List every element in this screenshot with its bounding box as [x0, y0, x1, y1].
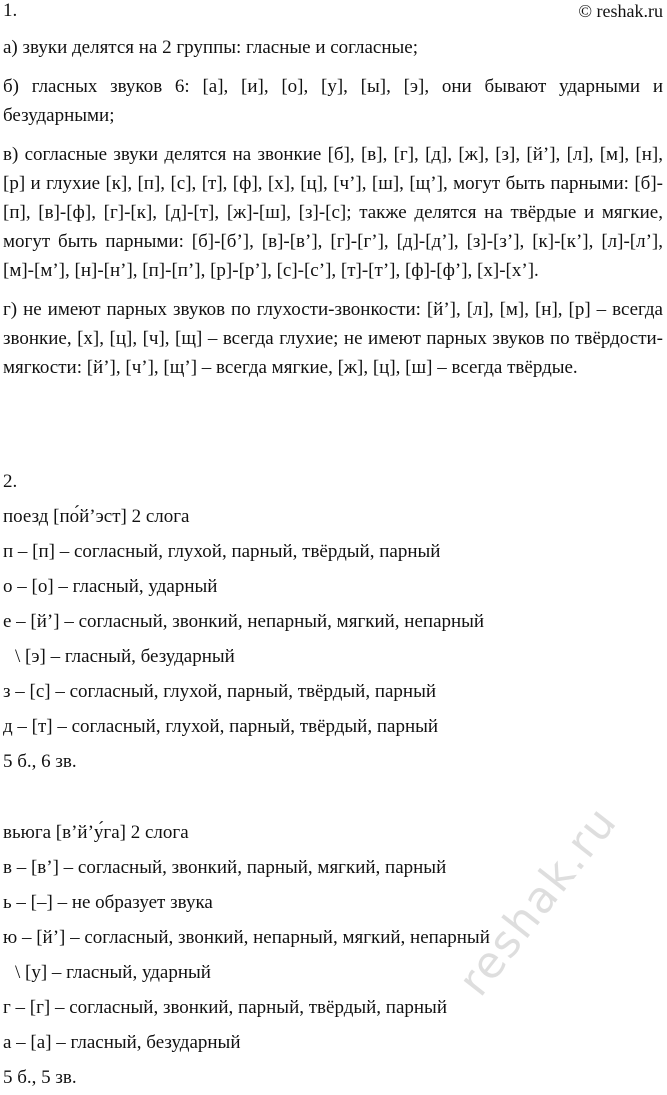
- analysis-line: \ [э] – гласный, безударный: [15, 646, 235, 667]
- analysis-line: д – [т] – согласный, глухой, парный, твёрдый, парный: [3, 716, 439, 737]
- header: [3, 0, 663, 22]
- word-analysis-poezd: [3, 499, 663, 779]
- analysis-line: ь – [–] – не образует звука: [3, 892, 213, 913]
- task-1-answer: [3, 33, 663, 392]
- analysis-line: п – [п] – согласный, глухой, парный, твёрдый, парный: [3, 541, 441, 562]
- word-title: поезд [по́й’эст] 2 слога: [3, 506, 190, 527]
- watermark-text: reshak.ru: [448, 796, 628, 1006]
- copyright-notice: © reshak.ru: [578, 1, 663, 21]
- analysis-line: а – [а] – гласный, безударный: [3, 1032, 241, 1053]
- word-analysis-vyuga: [3, 815, 663, 1095]
- analysis-line: з – [с] – согласный, глухой, парный, твёрдый, парный: [3, 681, 437, 702]
- paragraph-g: г) не имеют парных звуков по глухости-звонкости: [й’], [л], [м], [н], [р] – всегда звонкие, [х], [ц], [ч], [щ] – всегда глухие; не имеют парных звуков по твёрдости-мягкости: [й’], [ч’], [щ’] – всегда мягкие, [ж], [ц], [ш] – всегда твёрдые.: [3, 299, 663, 378]
- analysis-line: г – [г] – согласный, звонкий, парный, твёрдый, парный: [3, 997, 447, 1018]
- word-summary: 5 б., 6 зв.: [3, 751, 77, 772]
- word-title: вьюга [в’й’у́га] 2 слога: [3, 822, 189, 843]
- paragraph-b: б) гласных звуков 6: [а], [и], [о], [у], [ы], [э], они бывают ударными и безударными;: [3, 76, 663, 126]
- analysis-line: о – [о] – гласный, ударный: [3, 576, 218, 597]
- analysis-line: в – [в’] – согласный, звонкий, парный, мягкий, парный: [3, 857, 447, 878]
- task-number-1: 1.: [3, 0, 18, 21]
- paragraph-v: в) согласные звуки делятся на звонкие [б], [в], [г], [д], [ж], [з], [й’], [л], [м], [н], [р] и глухие [к], [п], [с], [т], [ф], [х], [ц], [ч’], [ш], [щ’], могут быть парными: [б]-[п], [в]-[ф], [г]-[к], [д]-[т], [ж]-[ш], [з]-[с]; также делятся на твёрдые и мягкие, могут быть парными: [б]-[б’], [в]-[в’], [г]-[г’], [д]-[д’], [з]-[з’], [к]-[к’], [л]-[л’], [м]-[м’], [н]-[н’], [п]-[п’], [р]-[р’], [с]-[с’], [т]-[т’], [ф]-[ф’], [х]-[х’].: [3, 144, 663, 281]
- paragraph-a: а) звуки делятся на 2 группы: гласные и согласные;: [3, 37, 419, 58]
- analysis-line: \ [у] – гласный, ударный: [15, 962, 211, 983]
- analysis-line: е – [й’] – согласный, звонкий, непарный, мягкий, непарный: [3, 611, 485, 632]
- analysis-line: ю – [й’] – согласный, звонкий, непарный, мягкий, непарный: [3, 927, 490, 948]
- word-summary: 5 б., 5 зв.: [3, 1067, 77, 1088]
- task-number-2: 2.: [3, 471, 18, 492]
